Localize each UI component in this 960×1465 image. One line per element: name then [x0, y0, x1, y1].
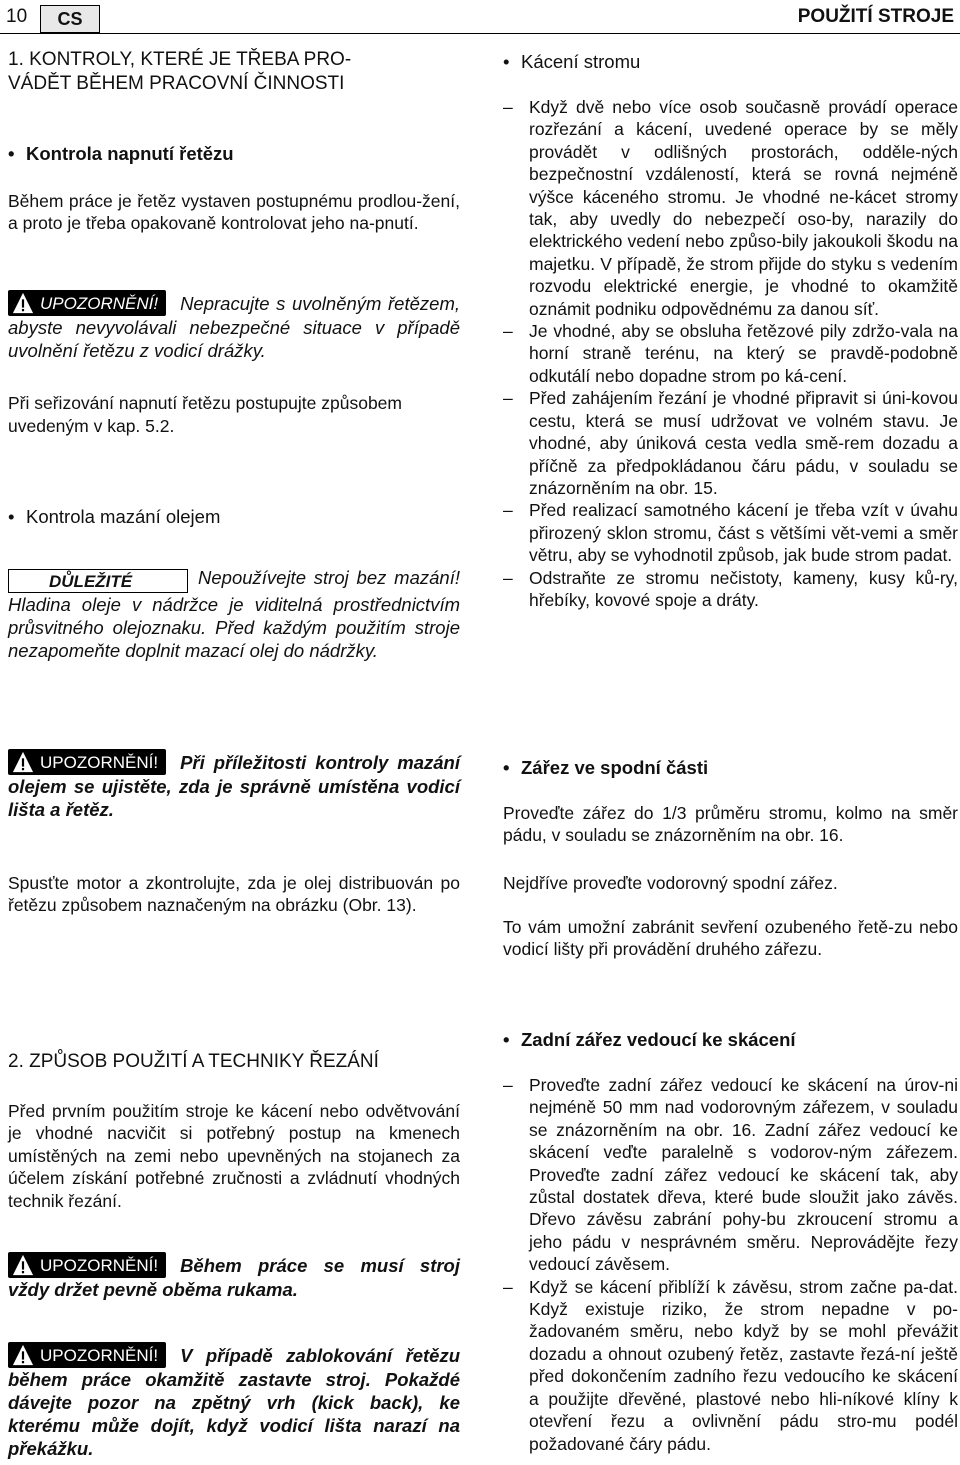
motor-text: Spusťte motor a zkontrolujte, zda je olej distribuován po řetězu způsobem naznačeným na obrázku (Obr. 13). — [8, 873, 460, 916]
chain-tension-heading: • Kontrola napnutí řetězu — [8, 143, 234, 164]
header-rule — [0, 33, 960, 34]
list-item: – Odstraňte ze stromu nečistoty, kameny, kusy ků-ry, hřebíky, kovové spoje a dráty. — [503, 567, 958, 610]
list-item: – Před realizací samotného kácení je třeba vzít v úvahu přirozený sklon stromu, část s většími vět-vemi a směr větru, aby se vyhodnotil způsob, jak bude strom padat. — [503, 500, 958, 566]
warning-triangle-icon — [12, 751, 34, 773]
notch-heading: • Zářez ve spodní části — [503, 757, 709, 778]
warning-triangle-icon — [12, 292, 34, 314]
bullet-icon: • — [503, 51, 510, 72]
warning-block-1: UPOZORNĚNÍ! Nepracujte s uvolněným řetězem, abyste nevyvolávali nebezpečné situace v případě uvolnění řetězu z vodicí drážky. — [8, 290, 460, 362]
notch-text-2: Nejdříve proveďte vodorovný spodní zářez. — [503, 873, 838, 893]
oil-heading: • Kontrola mazání olejem — [8, 506, 221, 527]
section2-heading: 2. ZPŮSOB POUŽITÍ A TECHNIKY ŘEZÁNÍ — [8, 1051, 379, 1072]
list-item: – Když dvě nebo více osob současně provádí operace rozřezání a kácení, uvedené operace by se měly provádět v odlišných prostorách, odděle-ných bezpečnostní vzdáleností, která se rovná nejméně výšce káceného stromu. Je vhodné ne-kácet stromy tak, aby uvedly do nebezpečí oso-by, narazily do elektrického vedení nebo způso-bily jakoukoli škodu na majetku. V případě, že strom přijde do styku s vedením rozvodu elektrické energie, je vhodné to okamžitě oznámit podniku odpovědnému za danou síť. — [503, 97, 958, 319]
list-item: – Před zahájením řezání je vhodné připravit si úni-kovou cestu, která se musí udržovat ve volném stavu. Je vhodné, aby úniková cesta vedla smě-rem dozadu a příčně za předpokládanou čáru pádu, v souladu se znázorněním na obr. 15. — [503, 388, 958, 498]
back-cut-heading: • Zadní zářez vedoucí ke skácení — [503, 1029, 796, 1050]
warning-triangle-icon — [12, 1254, 34, 1276]
section2-text: Před prvním použitím stroje ke kácení nebo odvětvování je vhodné nacvičit si potřebný postup na kmenech umístěných na zemi nebo upevněných na stojanech za účelem získání potřebné zručnosti a zvládnutí vhodných technik řezání. — [8, 1101, 460, 1211]
notch-text-1: Proveďte zářez do 1/3 průměru stromu, kolmo na směr pádu, v souladu se znázorněním na obr. 16. — [503, 803, 958, 846]
page-number: 10 — [6, 6, 28, 27]
section1-heading: 1. KONTROLY, KTERÉ JE TŘEBA PRO- VÁDĚT BĚHEM PRACOVNÍ ČINNOSTI — [8, 49, 352, 94]
warning-badge: UPOZORNĚNÍ! — [8, 290, 166, 316]
important-badge: DŮLEŽITÉ — [8, 569, 188, 593]
back-cut-list — [503, 1074, 958, 1455]
felling-heading: • Kácení stromu — [503, 51, 641, 72]
bullet-icon: • — [8, 143, 15, 164]
warning-triangle-icon — [12, 1344, 34, 1366]
felling-list — [503, 96, 958, 611]
warning-badge: UPOZORNĚNÍ! — [8, 749, 166, 775]
warning-badge: UPOZORNĚNÍ! — [8, 1342, 166, 1368]
bullet-icon: • — [8, 506, 15, 527]
warning-block-3: UPOZORNĚNÍ! Během práce se musí stroj vždy držet pevně oběma rukama. — [8, 1252, 460, 1301]
list-item: – Je vhodné, aby se obsluha řetězové pily zdržo-vala na horní straně terénu, na který se pravdě-podobně odkutálí nebo dopadne strom po ká-cení. — [503, 321, 958, 386]
chain-tension-text: Během práce je řetěz vystaven postupnému prodlou-žení, a proto je třeba opakovaně kontrolovat jeho na-pnutí. — [8, 191, 460, 234]
important-block: DŮLEŽITÉ Nepoužívejte stroj bez mazání! Hladina oleje v nádržce je viditelná prostřednictvím průsvitného olejoznaku. Před každým použitím stroje nezapomeňte doplnit mazací olej do nádržky. — [8, 567, 460, 661]
adjust-text: Při seřizování napnutí řetězu postupujte způsobem uvedeným v kap. 5.2. — [8, 393, 402, 436]
bullet-icon: • — [503, 757, 510, 778]
notch-text-3: To vám umožní zabránit sevření ozubeného řetě-zu nebo vodicí lišty při provádění druhého zářezu. — [503, 917, 958, 960]
bullet-icon: • — [503, 1029, 510, 1050]
list-item: – Proveďte zadní zářez vedoucí ke skácení na úrov-ni nejméně 50 mm nad vodorovným zářezem, v souladu se znázorněním na obr. 16. Zadní zářez vedoucí ke skácení veďte paralelně s vodorov-ným zářezem. Proveďte zadní zářez vedoucí ke skácení tak, aby zůstal dostatek dřeva, které bude sloužit jako závěs. Dřevo závěsu zabrání pohy-bu zkroucení stromu a jeho pádu v nesprávném směru. Neprovádějte řezy vedoucí závěsem. — [503, 1075, 958, 1275]
warning-block-4: UPOZORNĚNÍ! V případě zablokování řetězu během práce okamžitě zastavte stroj. Pokaždé dávejte pozor na zpětný vrh (kick back), ke kterému může dojít, když vodicí lišta narazí na překážku. — [8, 1342, 460, 1460]
language-badge: CS — [40, 5, 100, 33]
warning-block-2: UPOZORNĚNÍ! Při příležitosti kontroly mazání olejem se ujistěte, zda je správně umístěna vodicí lišta a řetěz. — [8, 749, 460, 821]
list-item: – Když se kácení přiblíží k závěsu, strom začne pa-dat. Když existuje riziko, že strom nepadne v po-žadovaném směru, nebo když by se mohl převážit dozadu a ohnout ozubený řetěz, zastavte řezá-ní ještě před dokončením zadního řezu vedoucího ke skácení a použijte dřevěné, plastové nebo hli-níkové klíny k otevření řezu a ovlivnění pádu stro-mu podél požadované čáry pádu. — [503, 1276, 958, 1454]
warning-badge: UPOZORNĚNÍ! — [8, 1252, 166, 1278]
section-title: POUŽITÍ STROJE — [797, 6, 954, 27]
